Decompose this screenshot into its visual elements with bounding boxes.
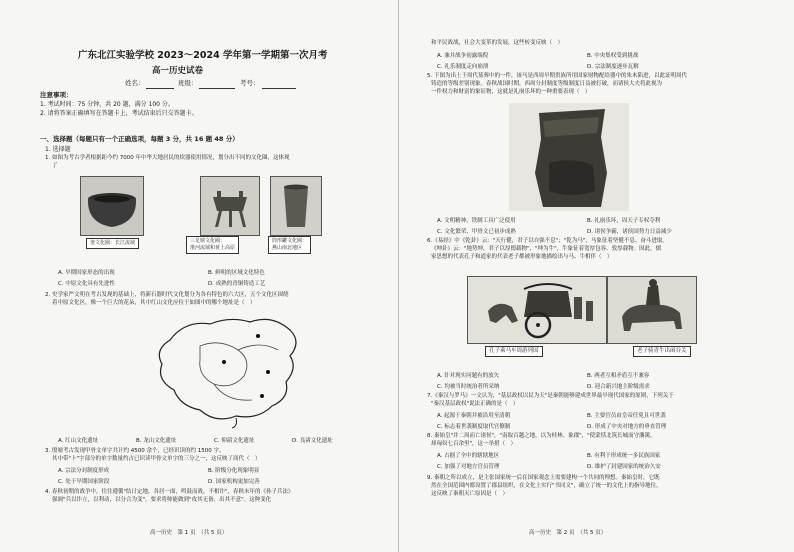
question-6-options — [437, 371, 737, 390]
exam-number-field-line[interactable] — [262, 88, 296, 89]
map-point-a — [256, 334, 260, 338]
page-footer: 高一历史 第 1 页 （共 5 页） — [150, 530, 228, 536]
option-c[interactable]: C. 礼乐制度走向崩溃 — [437, 64, 489, 70]
option-c[interactable]: C. 均被当时统治者所采纳 — [437, 384, 500, 390]
option-b[interactable]: B. 中央集权受到挑战 — [587, 53, 639, 59]
question-6-text: 6.《易经》中《乾卦》云："天行健，君子以自强不息"；"乾为马"，马象征着坚健不息、奋斗进取。 — [427, 238, 668, 244]
question-2-text: 2. 史学家严文明在考古发现的基础上，将新石器时代文化划分为各有特色的六大区，五个文化区围绕 — [45, 292, 289, 298]
option-b[interactable]: B. 鲜明的区域文化特色 — [208, 270, 265, 276]
name-field-line[interactable] — [146, 88, 174, 89]
exam-number-field-label: 考号： — [240, 79, 260, 87]
option-d[interactable]: D. 国家机构更加完善 — [208, 479, 260, 485]
tripod-ding-photo — [200, 176, 260, 236]
question-2-text: 着中原文化区，像一个巨大的花朵，其中红山文化应位于如图中的哪个地址是（ ） — [52, 300, 256, 306]
question-9-text: 这反映了秦朝灭亡原因是（ ） — [431, 491, 509, 497]
caption-confucius: 孔子乘马车周游列国 — [485, 346, 543, 357]
option-b[interactable]: B. 阶级分化现象明显 — [208, 468, 260, 474]
caption-fu-culture: 釜文化圈：长江流域 — [86, 238, 139, 249]
option-a[interactable]: A. 起源于秦朝并被沿用至清朝 — [437, 413, 511, 419]
question-5-text: 5. 下图为出土于周代墓葬中的一件，该马是西周早期贵族所用国家财物配给器中的朱木陷进，以此证明周代 — [427, 73, 687, 79]
question-7-text: "秦汉基层政权"说法正确的是（ ） — [431, 401, 519, 407]
question-3-text: 3. 殷墟考古发现甲骨文单字共计约 4500 余个，已经识读的约 1500 字。 — [45, 448, 225, 454]
option-b[interactable]: B. 主要官员由皇帝任免且可世袭 — [587, 413, 666, 419]
option-a[interactable]: A. 宗法分封制度形成 — [58, 468, 110, 474]
option-c[interactable]: C. 标志着世袭制度取代官僚制 — [437, 424, 511, 430]
laozi-ox-painting — [607, 276, 697, 344]
option-d[interactable]: D. 良渚文化遗址 — [292, 438, 333, 444]
option-c[interactable]: C. 处于早期国家阶段 — [58, 479, 110, 485]
section-1-subtitle: 1. 选择题 — [45, 146, 71, 153]
question-8-text: 8. 秦始皇"并二周而亡诸侯"，"南取百越之地，以为桂林、象郡"，"使蒙恬北筑长城而守藩篱， — [427, 433, 656, 439]
page-footer: 高一历史 第 2 页 （共 5 页） — [529, 530, 607, 536]
option-a[interactable]: A. 早期国家形态的出现 — [58, 270, 115, 276]
option-a[interactable]: A. 针对现实问题有的放矢 — [437, 373, 500, 379]
caption-laozi: 老子骑青牛出函谷关 — [633, 346, 691, 357]
note-line: 2. 请将答案正确填写在答题卡上，考试结束后只交答题卡。 — [40, 110, 198, 117]
section-1-title: 一、选择题（每题只有一个正确选项，每题 3 分，共 16 题 48 分） — [40, 135, 239, 143]
caption-jar-culture: 筒形罐文化圈： 燕山南北地区 — [268, 236, 311, 254]
option-d[interactable]: D. 诸侯争霸，诸侯国势力日益减少 — [587, 229, 672, 235]
option-c[interactable]: C. 中原文化具有先进性 — [58, 281, 115, 287]
option-d[interactable]: D. 迎合新兴地主阶级需求 — [587, 384, 650, 390]
question-1-text: 1. 如图为考古学者根据距今约 7000 年中华大地居民的炊器使用情况，划分出不同的文化圈，这体现 — [45, 155, 290, 161]
option-a[interactable]: A. 文明精神，铁制工具广泛使用 — [437, 218, 516, 224]
question-2-options — [58, 436, 364, 444]
question-8-text: 却匈奴七百余里"，这一举措（ ） — [431, 441, 517, 447]
question-1-options — [58, 268, 358, 287]
question-5-text: 铸造的等级差别现象。春秋战国时期，西周分封制度等级制度日益被打破，而诸侯大夫将此视为 — [431, 81, 663, 87]
question-5-text: 一件权力和财富的象征物，这就是礼崩乐坏的一种重要表现（ ） — [431, 89, 591, 95]
cauldron-photo — [80, 176, 144, 236]
question-4-text: 强调"兵以诈立，以利动，以分合为变"，要求将帅能做到"攻其无备，出其不意"。这种变化 — [52, 497, 272, 503]
question-3-options — [58, 466, 358, 485]
confucius-carriage-painting — [467, 276, 607, 344]
option-a[interactable]: A. 红山文化遗址 — [58, 438, 99, 444]
cylinder-jar-photo — [270, 176, 322, 236]
name-field-label: 姓名： — [125, 79, 145, 87]
question-4-text: 4. 春秋初期的战争中，往往遵循"结日定地，各居一面，鸣鼓而战，不相诈"，春秋末年的《孙子兵法》 — [45, 489, 294, 495]
option-d[interactable]: D. 形成了中央对地方的垂直管理 — [587, 424, 667, 430]
option-b[interactable]: B. 龙山文化遗址 — [136, 438, 177, 444]
notes-title: 注意事项： — [40, 91, 73, 99]
bronze-artifact-photo — [509, 103, 629, 211]
option-d[interactable]: D. 维护了封建国家的统治久安 — [587, 464, 661, 470]
question-3-text: 其中带"卜"字部分的单字数量约占已识读甲骨文单字的三分之一，这反映了商代（ ） — [52, 456, 261, 462]
class-field-label: 班级： — [178, 79, 198, 87]
caption-ding-culture: 三足鼎文化圈： 淮河流域和黄土高原 — [186, 236, 239, 254]
option-b[interactable]: B. 有利于形成统一多民族国家 — [587, 453, 661, 459]
exam-subtitle: 高一历史试卷 — [152, 66, 204, 76]
question-5-options — [437, 216, 737, 235]
question-7-options — [437, 411, 737, 430]
question-6-text: 《坤卦》云："地势坤，君子以厚德载物"，"坤为牛"，牛象征着宽厚包容、敦厚载物。因此，儒 — [431, 246, 662, 252]
option-b[interactable]: B. 两者互相矛盾互不兼容 — [587, 373, 650, 379]
question-9-text: 然在全国范围内都设置了郡县组织，在文化上实行"书同文"，确立了统一的文化上的指导地位， — [431, 483, 662, 489]
exam-page-2 — [398, 0, 794, 552]
option-d[interactable]: D. 成熟的青铜铸造工艺 — [208, 281, 266, 287]
question-6-text: 家思想的代表孔子和道家的代表老子都被形象地描绘出与马、牛相伴（ ） — [431, 254, 613, 260]
map-point-b — [222, 360, 226, 364]
question-8-options — [437, 451, 737, 470]
note-line: 1. 考试时间：75 分钟，共 20 题，满分 100 分。 — [40, 101, 174, 108]
option-b[interactable]: B. 礼崩乐坏，周天子专权夺利 — [587, 218, 661, 224]
question-4-options — [437, 51, 737, 70]
option-d[interactable]: D. 宗法制度逐步瓦解 — [587, 64, 639, 70]
exam-title: 广东北江实验学校 2023～2024 学年第一学期第一次月考 — [78, 50, 328, 61]
option-a[interactable]: A. 兼并战争初露端倪 — [437, 53, 489, 59]
option-c[interactable]: C. 加强了对地方官员管理 — [437, 464, 500, 470]
map-point-c — [266, 370, 270, 374]
question-7-text: 7.《秦汉与罗马》一文认为，"基层政权以民为天"是秦朝能够建成世界最早现代国家的原则，下列关于 — [427, 393, 674, 399]
option-a[interactable]: A. 占据了全中的辖辖地区 — [437, 453, 500, 459]
question-1-text: 了 — [52, 163, 58, 169]
class-field-line[interactable] — [199, 88, 235, 89]
map-point-d — [260, 394, 264, 398]
china-culture-map — [140, 310, 310, 430]
option-c[interactable]: C. 仰韶文化遗址 — [214, 438, 255, 444]
question-9-text: 9. 秦朝之所以成立，是主张国家统一后在国家观念上需要建构一个共同的理想。秦始皇时，它既 — [427, 475, 660, 481]
option-c[interactable]: C. 文化繁荣，甲骨文已初步成熟 — [437, 229, 516, 235]
question-4-continued: 和平民战战，社会大变革的发展，这些转变反映（ ） — [431, 40, 564, 46]
